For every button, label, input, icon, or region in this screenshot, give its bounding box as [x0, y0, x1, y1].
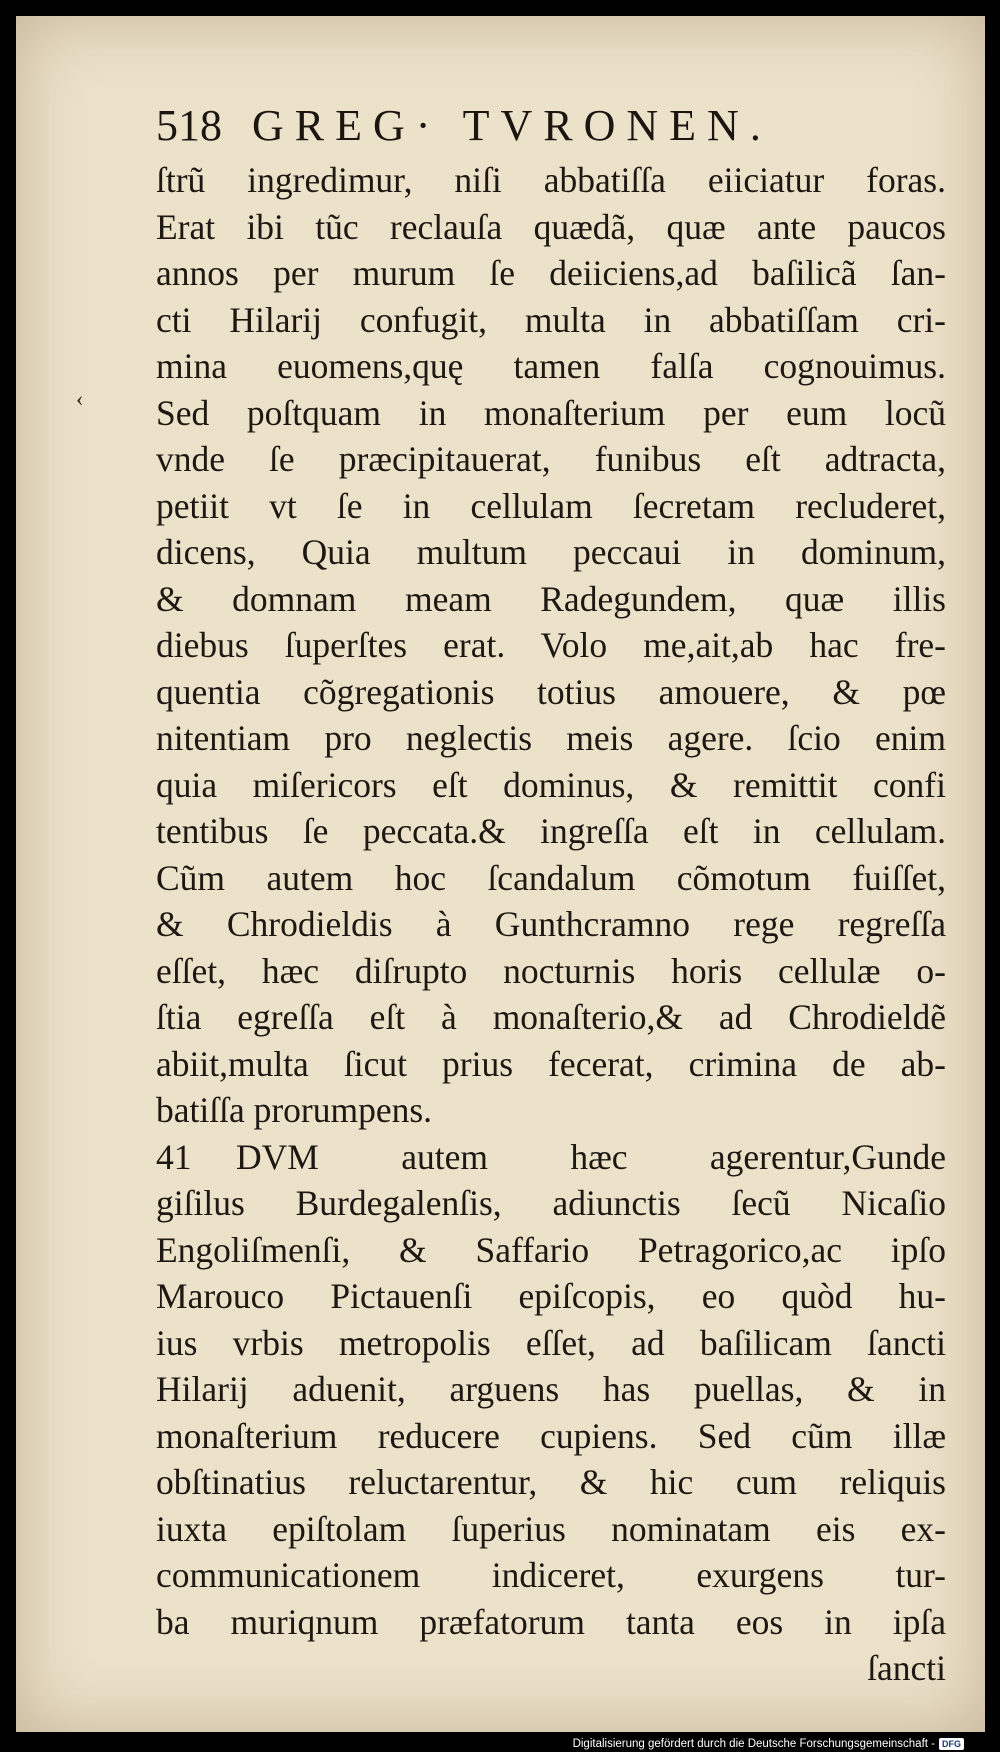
text-line: obſtinatius reluctarentur, & hic cum reliquis [156, 1462, 946, 1502]
text-line: vnde ſe præcipitauerat, funibus eſt adtracta, [156, 439, 946, 479]
text-line: ba muriqnum præfatorum tanta eos in ipſa [156, 1601, 946, 1642]
text-line: Marouco Pictauenſi epiſcopis, eo quòd hu- [156, 1276, 946, 1316]
page-header [156, 100, 772, 164]
section-number: 41 [156, 1136, 192, 1177]
running-head: GREG· TVRONEN. [252, 101, 772, 150]
section-first-line-text: DVM autem hæc agerentur,Gunde [236, 1136, 946, 1177]
text-line: dicens, Quia multum peccaui in dominum, [156, 532, 946, 572]
credit-text: Digitalisierung gefördert durch die Deutsche Forschungsgemeinschaft - [572, 1738, 935, 1750]
catchword: ſancti [867, 1648, 946, 1688]
text-line: batiſſa prorumpens. [156, 1090, 433, 1130]
text-line: & domnam meam Radegundem, quæ illis [156, 578, 946, 619]
text-line: mina euomens,quę tamen falſa cognouimus. [156, 346, 946, 386]
text-line: Hilarij aduenit, arguens has puellas, & in [156, 1369, 946, 1409]
margin-mark: ‹ [76, 386, 84, 411]
text-line: monaſterium reducere cupiens. Sed cũm illæ [156, 1415, 946, 1456]
text-line: Sed poſtquam in monaſterium per eum locũ [156, 392, 946, 433]
text-line: nitentiam pro neglectis meis agere. ſcio enim [156, 718, 946, 758]
page-number: 518 [156, 101, 222, 150]
text-line: cti Hilarij confugit, multa in abbatiſſam cri- [156, 299, 946, 340]
text-line: diebus ſuperſtes erat. Volo me,ait,ab hac fre- [156, 625, 946, 665]
text-line: quentia cõgregationis totius amouere, & pœ [156, 671, 946, 712]
dfg-logo: DFG [939, 1738, 964, 1750]
text-line: Engoliſmenſi, & Saffario Petragorico,ac ipſo [156, 1229, 946, 1270]
text-line: petiit vt ſe in cellulam ſecretam recluderet, [156, 485, 946, 526]
text-line: ſtia egreſſa eſt à monaſterio,& ad Chrodieldẽ [156, 997, 946, 1037]
text-line: iuxta epiſtolam ſuperius nominatam eis ex- [156, 1508, 946, 1549]
book-page [16, 16, 985, 1732]
text-line: giſilus Burdegalenſis, adiunctis ſecũ Nicaſio [156, 1183, 946, 1223]
text-line: abiit,multa ſicut prius fecerat, crimina de ab- [156, 1043, 946, 1084]
text-line: & Chrodieldis à Gunthcramno rege regreſſa [156, 904, 946, 944]
text-line: eſſet, hæc diſrupto nocturnis horis cellulæ o- [156, 950, 946, 991]
footer-bar [0, 1732, 1000, 1752]
text-line: communicationem indiceret, exurgens tur- [156, 1555, 946, 1595]
text-line: ſtrũ ingredimur, niſi abbatiſſa eiiciatur foras. [156, 160, 946, 200]
text-line: annos per murum ſe deiiciens,ad baſilicã ſan- [156, 253, 946, 293]
section-start-line [156, 1134, 946, 1181]
digitization-credit [573, 1738, 964, 1750]
text-line: tentibus ſe peccata.& ingreſſa eſt in cellulam. [156, 811, 946, 851]
text-line: ius vrbis metropolis eſſet, ad baſilicam ſancti [156, 1322, 946, 1363]
text-line: quia miſericors eſt dominus, & remittit confi [156, 764, 946, 805]
body-text [156, 157, 946, 1692]
text-line: Erat ibi tũc reclauſa quædã, quæ ante paucos [156, 206, 946, 247]
text-line: Cũm autem hoc ſcandalum cõmotum fuiſſet, [156, 857, 946, 898]
